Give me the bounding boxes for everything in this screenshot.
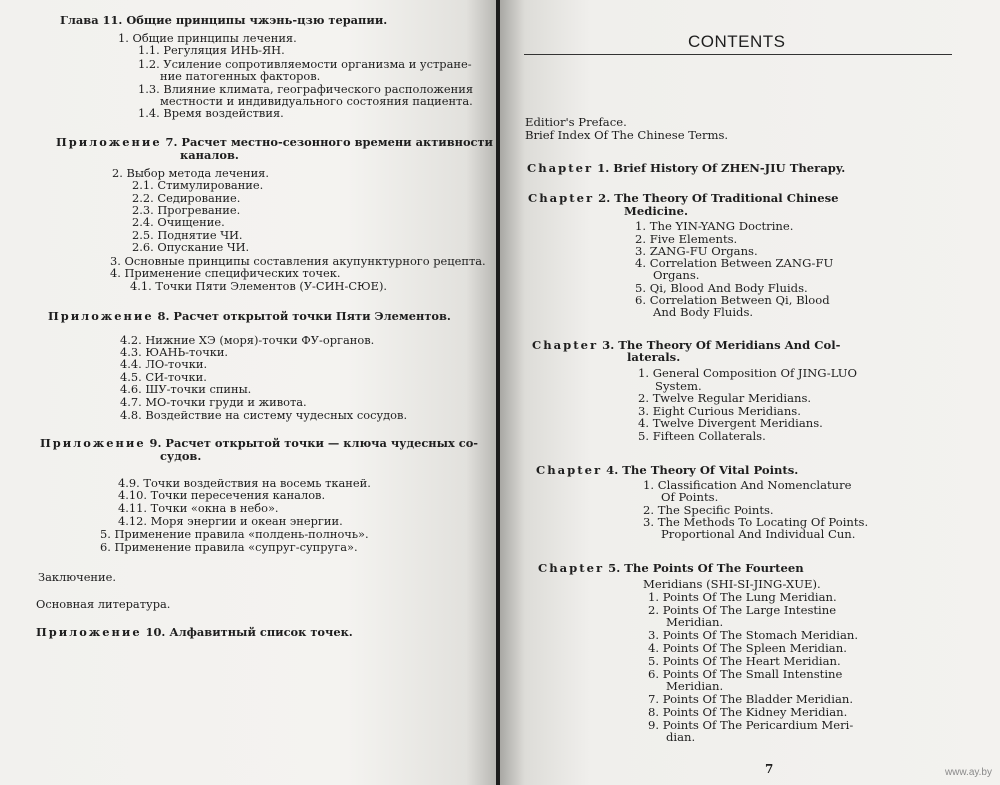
right-page <box>500 0 1000 785</box>
toc-entry: 1. Classification And Nomenclature <box>643 478 852 492</box>
toc-entry: 4.9. Точки воздействия на восемь тканей. <box>118 476 371 490</box>
toc-entry: 3. Основные принципы составления акупунктурного рецепта. <box>110 254 486 268</box>
toc-entry: 9. Points Of The Pericardium Meri- <box>648 718 854 732</box>
toc-heading: каналов. <box>180 148 239 162</box>
toc-title: 5. The Points Of The Fourteen <box>604 561 804 575</box>
toc-title: 3. The Theory Of Meridians And Col- <box>598 338 841 352</box>
toc-entry: 4.6. ШУ-точки спины. <box>120 382 252 396</box>
toc-heading <box>538 562 804 575</box>
toc-entry: 2.6. Опускание ЧИ. <box>132 240 250 254</box>
toc-heading <box>532 339 840 352</box>
toc-entry: 4.2. Нижние ХЭ (моря)-точки ФУ-органов. <box>120 333 375 347</box>
toc-label: Chapter <box>538 561 605 575</box>
toc-entry: 4. Correlation Between ZANG-FU <box>635 256 834 270</box>
toc-entry: Of Points. <box>661 490 719 504</box>
left-page <box>0 0 496 785</box>
toc-entry: Editior's Preface. <box>525 115 627 129</box>
toc-heading: судов. <box>160 449 202 463</box>
toc-entry: местности и индивидуального состояния пациента. <box>160 94 473 108</box>
toc-heading: Medicine. <box>624 204 689 218</box>
toc-heading: laterals. <box>627 350 681 364</box>
toc-entry: 3. Eight Curious Meridians. <box>638 404 801 418</box>
toc-entry: 5. Points Of The Heart Meridian. <box>648 654 841 668</box>
toc-title: 1. Brief History Of ZHEN-JIU Therapy. <box>593 161 846 175</box>
toc-entry: 2. Five Elements. <box>635 232 738 246</box>
toc-entry: dian. <box>666 730 696 744</box>
toc-entry: 4.7. МО-точки груди и живота. <box>120 395 307 409</box>
toc-entry: 4. Применение специфических точек. <box>110 266 341 280</box>
toc-entry: 7. Points Of The Bladder Meridian. <box>648 692 854 706</box>
toc-entry: Brief Index Of The Chinese Terms. <box>525 128 729 142</box>
toc-entry: Заключение. <box>38 570 116 584</box>
toc-heading: Глава 11. Общие принципы чжэнь-цзю терапии. <box>60 13 388 27</box>
toc-entry: 2.3. Прогревание. <box>132 203 241 217</box>
watermark: www.ay.by <box>944 767 992 778</box>
toc-entry: 1.2. Усиление сопротивляемости организма и устране- <box>138 57 472 71</box>
toc-entry: 4.1. Точки Пяти Элементов (У-СИН-СЮЕ). <box>130 279 388 293</box>
toc-heading <box>48 310 451 323</box>
toc-entry: 4.12. Моря энергии и океан энергии. <box>118 514 343 528</box>
toc-entry: 4. Points Of The Spleen Meridian. <box>648 641 847 655</box>
contents-title: CONTENTS <box>688 32 786 51</box>
toc-entry: Meridian. <box>666 615 724 629</box>
toc-entry: 1.3. Влияние климата, географического расположения <box>138 82 474 96</box>
toc-entry: And Body Fluids. <box>653 305 754 319</box>
toc-label: Приложение <box>36 625 142 639</box>
toc-entry: 5. Qi, Blood And Body Fluids. <box>635 281 808 295</box>
toc-heading <box>40 437 478 450</box>
toc-entry: 3. Points Of The Stomach Meridian. <box>648 628 859 642</box>
toc-entry: 2. The Specific Points. <box>643 503 774 517</box>
toc-entry: ние патогенных факторов. <box>160 69 321 83</box>
toc-entry: 2.5. Поднятие ЧИ. <box>132 228 243 242</box>
toc-entry: 2.4. Очищение. <box>132 215 225 229</box>
toc-title: 10. Алфавитный список точек. <box>141 625 353 639</box>
toc-entry: 2. Points Of The Large Intestine <box>648 603 837 617</box>
toc-entry: 1. Общие принципы лечения. <box>118 31 297 45</box>
toc-entry: Meridians (SHI-SI-JING-XUE). <box>643 577 821 591</box>
page-number: 7 <box>765 762 774 776</box>
toc-entry: Proportional And Individual Cun. <box>661 527 856 541</box>
toc-entry: 6. Points Of The Small Intenstine <box>648 667 843 681</box>
toc-label: Приложение <box>40 436 146 450</box>
toc-label: Приложение <box>56 135 162 149</box>
toc-entry: 4.4. ЛО-точки. <box>120 357 208 371</box>
toc-entry: Основная литература. <box>36 597 171 611</box>
toc-entry: 3. ZANG-FU Organs. <box>635 244 758 258</box>
toc-entry: 2.2. Седирование. <box>132 191 241 205</box>
toc-entry: 4.8. Воздействие на систему чудесных сосудов. <box>120 408 408 422</box>
toc-heading <box>527 162 845 175</box>
toc-label: Chapter <box>536 463 603 477</box>
toc-entry: 5. Применение правила «полдень-полночь». <box>100 527 369 541</box>
toc-title: 7. Расчет местно-сезонного времени активности <box>161 135 493 149</box>
toc-label: Chapter <box>532 338 599 352</box>
toc-title: 8. Расчет открытой точки Пяти Элементов. <box>153 309 451 323</box>
toc-label: Приложение <box>48 309 154 323</box>
toc-title: 9. Расчет открытой точки — ключа чудесных со- <box>145 436 479 450</box>
toc-entry: 2. Выбор метода лечения. <box>112 166 269 180</box>
toc-entry: 4.3. ЮАНЬ-точки. <box>120 345 229 359</box>
toc-entry: 4.10. Точки пересечения каналов. <box>118 488 326 502</box>
toc-entry: 1.1. Регуляция ИНЬ-ЯН. <box>138 43 285 57</box>
toc-entry: 1. Points Of The Lung Meridian. <box>648 590 837 604</box>
toc-entry: 1. The YIN-YANG Doctrine. <box>635 219 794 233</box>
toc-entry: 1. General Composition Of JING-LUO <box>638 366 858 380</box>
toc-entry: 8. Points Of The Kidney Meridian. <box>648 705 848 719</box>
toc-entry: 4.5. СИ-точки. <box>120 370 207 384</box>
toc-title: 2. The Theory Of Traditional Chinese <box>594 191 839 205</box>
toc-entry: 5. Fifteen Collaterals. <box>638 429 766 443</box>
toc-entry: 3. The Methods To Locating Of Points. <box>643 515 869 529</box>
toc-entry: System. <box>655 379 702 393</box>
toc-label: Chapter <box>528 191 595 205</box>
toc-heading <box>56 136 493 149</box>
toc-entry: 2. Twelve Regular Meridians. <box>638 391 812 405</box>
toc-entry: Organs. <box>653 268 700 282</box>
toc-entry: 6. Correlation Between Qi, Blood <box>635 293 830 307</box>
toc-entry: 6. Применение правила «супруг-супруга». <box>100 540 358 554</box>
title-rule <box>524 54 952 55</box>
toc-entry: 1.4. Время воздействия. <box>138 106 284 120</box>
toc-heading <box>536 464 798 477</box>
toc-title: 4. The Theory Of Vital Points. <box>602 463 799 477</box>
toc-entry: 4.11. Точки «окна в небо». <box>118 501 279 515</box>
toc-entry: 2.1. Стимулирование. <box>132 178 264 192</box>
toc-heading <box>36 626 353 639</box>
toc-label: Chapter <box>527 161 594 175</box>
toc-entry: Meridian. <box>666 679 724 693</box>
toc-entry: 4. Twelve Divergent Meridians. <box>638 416 823 430</box>
